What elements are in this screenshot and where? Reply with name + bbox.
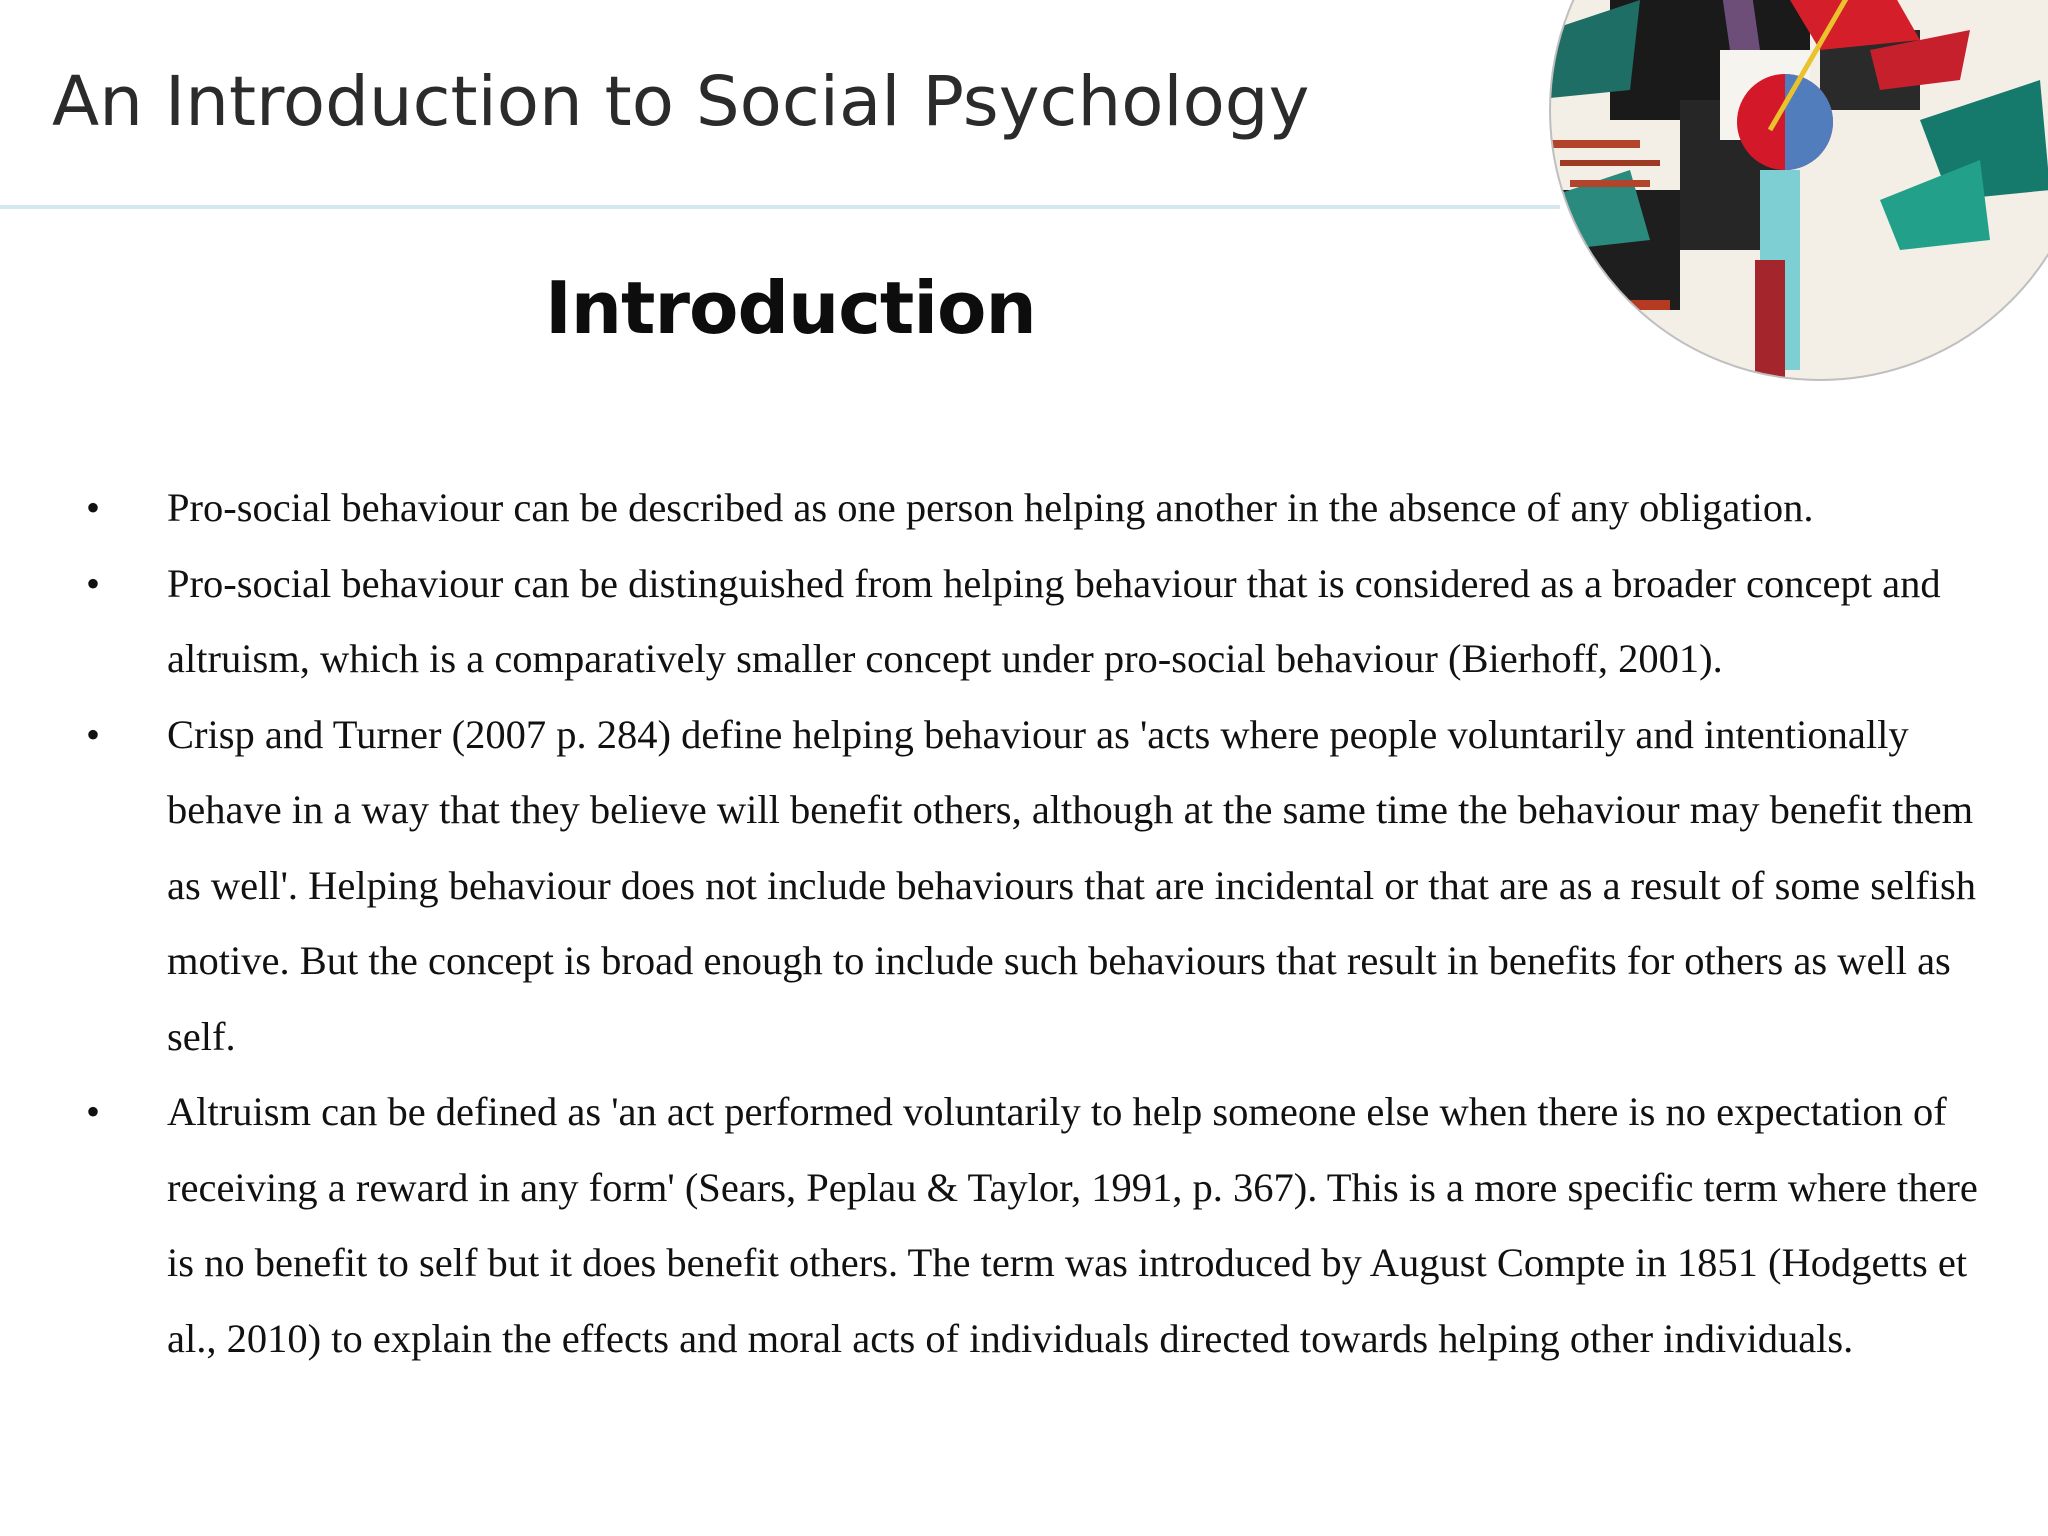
bullet-text: Pro-social behaviour can be described as one person helping another in the absence of any obligation. [167, 485, 1814, 530]
bullet-item [0, 546, 2007, 697]
bullet-text: Crisp and Turner (2007 p. 284) define helping behaviour as 'acts where people voluntarily and intentionally behave in a way that they believe will benefit others, although at the same time the behaviour may benefit them as well'. Helping behaviour does not include behaviours that are incidental or that are as a result of some selfish motive. But the concept is broad enough to include such behaviours that result in benefits for others as well as self. [167, 711, 1976, 1059]
bullet-list [0, 470, 2048, 1376]
header-title: An Introduction to Social Psychology [52, 62, 1310, 142]
abstract-painting-image [1520, 0, 2048, 440]
header-divider [0, 205, 1560, 209]
bullet-marker: • [86, 1089, 101, 1134]
slide-title: Introduction [545, 266, 1036, 350]
bullet-item [0, 1074, 2007, 1376]
bullet-item [0, 470, 2007, 546]
bullet-text: Altruism can be defined as 'an act performed voluntarily to help someone else when there is no expectation of receiving a reward in any form' (Sears, Peplau & Taylor, 1991, p. 367). This is a more specific term where there is no benefit to self but it does benefit others. The term was introduced by August Compte in 1851 (Hodgetts et al., 2010) to explain the effects and moral acts of individuals directed towards helping other individuals. [167, 1089, 1978, 1361]
bullet-marker: • [86, 560, 101, 606]
bullet-item [0, 697, 2007, 1075]
bullet-marker: • [86, 711, 101, 757]
bullet-text: Pro-social behaviour can be distinguished from helping behaviour that is considered as a broader concept and altruism, which is a comparatively smaller concept under pro-social behaviour (Bierhoff, 2001). [167, 560, 1941, 681]
bullet-marker: • [86, 485, 101, 530]
